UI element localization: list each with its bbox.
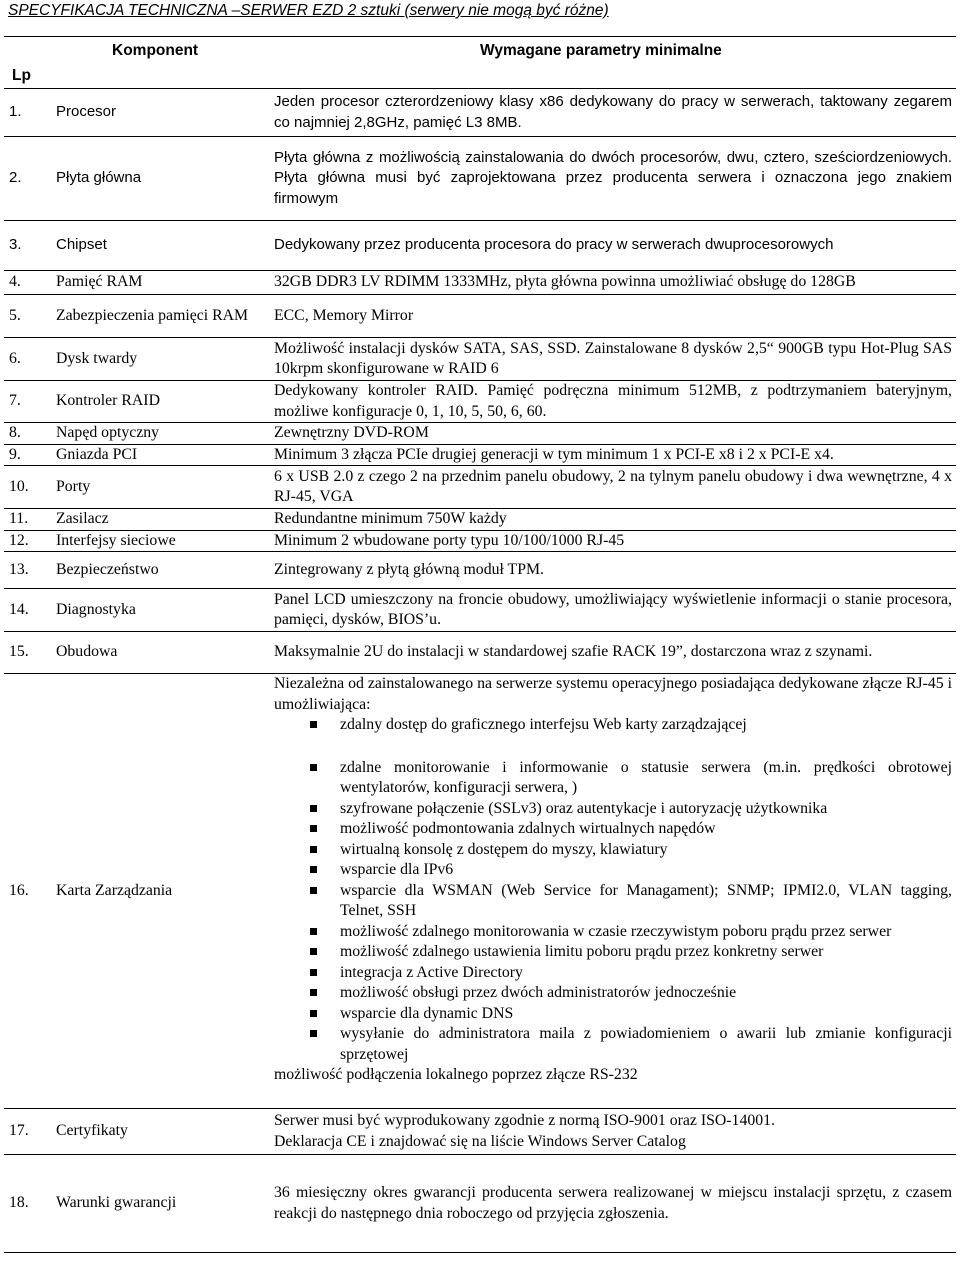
row-component: Porty: [52, 466, 270, 509]
row-parameters: Dedykowany kontroler RAID. Pamięć podręczna minimum 512MB, z podtrzymaniem bateryjnym, możliwe konfiguracje 0, 1, 10, 5, 50, 6, 60.: [270, 381, 956, 423]
row-component: Napęd optyczny: [52, 423, 270, 445]
table-row: [4, 137, 956, 221]
row-number: 3.: [4, 221, 52, 271]
row-parameters: 36 miesięczny okres gwarancji producenta serwera realizowanej w miejscu instalacji sprzętu, z czasem reakcji do następnego dnia roboczego od przyjęcia zgłoszenia.: [270, 1155, 956, 1253]
certificates-line-1: Serwer musi być wyprodukowany zgodnie z normą ISO-9001 oraz ISO-14001.: [274, 1112, 776, 1129]
table-row: [4, 271, 956, 295]
table-row: [4, 589, 956, 632]
table-row: [4, 381, 956, 423]
list-item: szyfrowane połączenie (SSLv3) oraz autentykacje i autoryzację użytkownika: [340, 799, 952, 820]
row-component: Diagnostyka: [52, 589, 270, 632]
management-intro: Niezależna od zainstalowanego na serwerze systemu operacyjnego posiadająca dedykowane złącze RJ-45 i umożliwiająca:: [274, 675, 952, 713]
row-component: Certyfikaty: [52, 1109, 270, 1155]
row-parameters: Maksymalnie 2U do instalacji w standardowej szafie RACK 19”, dostarczona wraz z szynami.: [270, 632, 956, 674]
table-row: [4, 338, 956, 381]
management-feature-list-continued: [274, 758, 952, 1066]
row-component: Chipset: [52, 221, 270, 271]
row-parameters: 6 x USB 2.0 z czego 2 na przednim panelu obudowy, 2 na tylnym panelu obudowy i dwa wewnętrzne, 4 x RJ-45, VGA: [270, 466, 956, 509]
row-number: 7.: [4, 381, 52, 423]
table-row: [4, 466, 956, 509]
row-component: Warunki gwarancji: [52, 1155, 270, 1253]
list-item: zdalne monitorowanie i informowanie o statusie serwera (m.in. prędkości obrotowej wentylatorów, konfiguracji serwera, ): [340, 758, 952, 799]
row-parameters-management: [270, 674, 956, 1109]
row-parameters: Płyta główna z możliwością zainstalowania do dwóch procesorów, dwu, cztero, sześciordzeniowych. Płyta główna musi być zaprojektowana przez producenta serwera i oznaczona jego znakiem firmowym: [270, 137, 956, 221]
row-parameters: ECC, Memory Mirror: [270, 295, 956, 338]
row-parameters: Możliwość instalacji dysków SATA, SAS, SSD. Zainstalowane 8 dysków 2,5“ 900GB typu Hot-Plug SAS 10krpm skonfigurowane w RAID 6: [270, 338, 956, 381]
row-number: 17.: [4, 1109, 52, 1155]
row-component: Karta Zarządzania: [52, 674, 270, 1109]
row-component: Bezpieczeństwo: [52, 552, 270, 589]
table-row: [4, 552, 956, 589]
row-component: Zasilacz: [52, 509, 270, 531]
row-parameters: Minimum 2 wbudowane porty typu 10/100/1000 RJ-45: [270, 530, 956, 552]
list-item: wsparcie dla WSMAN (Web Service for Managament); SNMP; IPMI2.0, VLAN tagging, Telnet, SSH: [340, 881, 952, 922]
document-title: SPECYFIKACJA TECHNICZNA –SERWER EZD 2 sztuki (serwery nie mogą być różne): [8, 2, 609, 19]
row-parameters: Jeden procesor czterordzeniowy klasy x86 dedykowany do pracy w serwerach, taktowany zegarem co najmniej 2,8GHz, pamięć L3 8MB.: [270, 89, 956, 137]
row-number: 8.: [4, 423, 52, 445]
header-params: Wymagane parametry minimalne: [270, 37, 956, 89]
row-parameters: Zintegrowany z płytą główną moduł TPM.: [270, 552, 956, 589]
row-number: 9.: [4, 444, 52, 466]
table-row: [4, 89, 956, 137]
table-row: [4, 1109, 956, 1155]
list-item: wirtualną konsolę z dostępem do myszy, klawiatury: [340, 840, 952, 861]
row-parameters: 32GB DDR3 LV RDIMM 1333MHz, płyta główna powinna umożliwiać obsługę do 128GB: [270, 271, 956, 295]
spacer: [274, 736, 952, 758]
table-row: [4, 423, 956, 445]
list-item: integracja z Active Directory: [340, 963, 952, 984]
list-item: wysyłanie do administratora maila z powiadomieniem o awarii lub zmianie konfiguracji sprzętowej: [340, 1024, 952, 1065]
row-component: Kontroler RAID: [52, 381, 270, 423]
list-item: wsparcie dla dynamic DNS: [340, 1004, 952, 1025]
management-outro: możliwość podłączenia lokalnego poprzez złącze RS-232: [274, 1066, 638, 1083]
row-number: 2.: [4, 137, 52, 221]
management-feature-list: [274, 715, 952, 736]
row-number: 1.: [4, 89, 52, 137]
row-parameters: Dedykowany przez producenta procesora do pracy w serwerach dwuprocesorowych: [270, 221, 956, 271]
row-number: 14.: [4, 589, 52, 632]
specification-table: [4, 36, 956, 1253]
table-row: [4, 632, 956, 674]
row-component: Płyta główna: [52, 137, 270, 221]
table-row: [4, 674, 956, 1109]
list-item: możliwość zdalnego ustawienia limitu poboru prądu przez konkretny serwer: [340, 942, 952, 963]
row-component: Procesor: [52, 89, 270, 137]
row-component: Interfejsy sieciowe: [52, 530, 270, 552]
list-item: możliwość zdalnego monitorowania w czasie rzeczywistym poboru prądu przez serwer: [340, 922, 952, 943]
row-number: 15.: [4, 632, 52, 674]
table-row: [4, 295, 956, 338]
row-number: 5.: [4, 295, 52, 338]
row-parameters-certificates: [270, 1109, 956, 1155]
header-lp: Lp: [4, 37, 52, 89]
header-component: Komponent: [52, 37, 270, 89]
table-row: [4, 509, 956, 531]
row-parameters: Redundantne minimum 750W każdy: [270, 509, 956, 531]
row-component: Pamięć RAM: [52, 271, 270, 295]
list-item: zdalny dostęp do graficznego interfejsu Web karty zarządzającej: [340, 715, 952, 736]
row-parameters: Panel LCD umieszczony na froncie obudowy, umożliwiający wyświetlenie informacji o stanie procesora, pamięci, dysków, BIOS’u.: [270, 589, 956, 632]
row-component: Zabezpieczenia pamięci RAM: [52, 295, 270, 338]
row-number: 6.: [4, 338, 52, 381]
row-parameters: Zewnętrzny DVD-ROM: [270, 423, 956, 445]
table-row: [4, 444, 956, 466]
table-row: [4, 221, 956, 271]
row-component: Gniazda PCI: [52, 444, 270, 466]
row-number: 16.: [4, 674, 52, 1109]
row-number: 12.: [4, 530, 52, 552]
row-number: 18.: [4, 1155, 52, 1253]
list-item: wsparcie dla IPv6: [340, 860, 952, 881]
row-component: Obudowa: [52, 632, 270, 674]
table-row: [4, 1155, 956, 1253]
certificates-line-2: Deklaracja CE i znajdować się na liście Windows Server Catalog: [274, 1132, 686, 1150]
list-item: możliwość podmontowania zdalnych wirtualnych napędów: [340, 819, 952, 840]
row-number: 4.: [4, 271, 52, 295]
list-item: możliwość obsługi przez dwóch administratorów jednocześnie: [340, 983, 952, 1004]
table-header-row: [4, 37, 956, 89]
row-number: 10.: [4, 466, 52, 509]
table-row: [4, 530, 956, 552]
row-number: 13.: [4, 552, 52, 589]
row-component: Dysk twardy: [52, 338, 270, 381]
row-parameters: Minimum 3 złącza PCIe drugiej generacji w tym minimum 1 x PCI-E x8 i 2 x PCI-E x4.: [270, 444, 956, 466]
row-number: 11.: [4, 509, 52, 531]
